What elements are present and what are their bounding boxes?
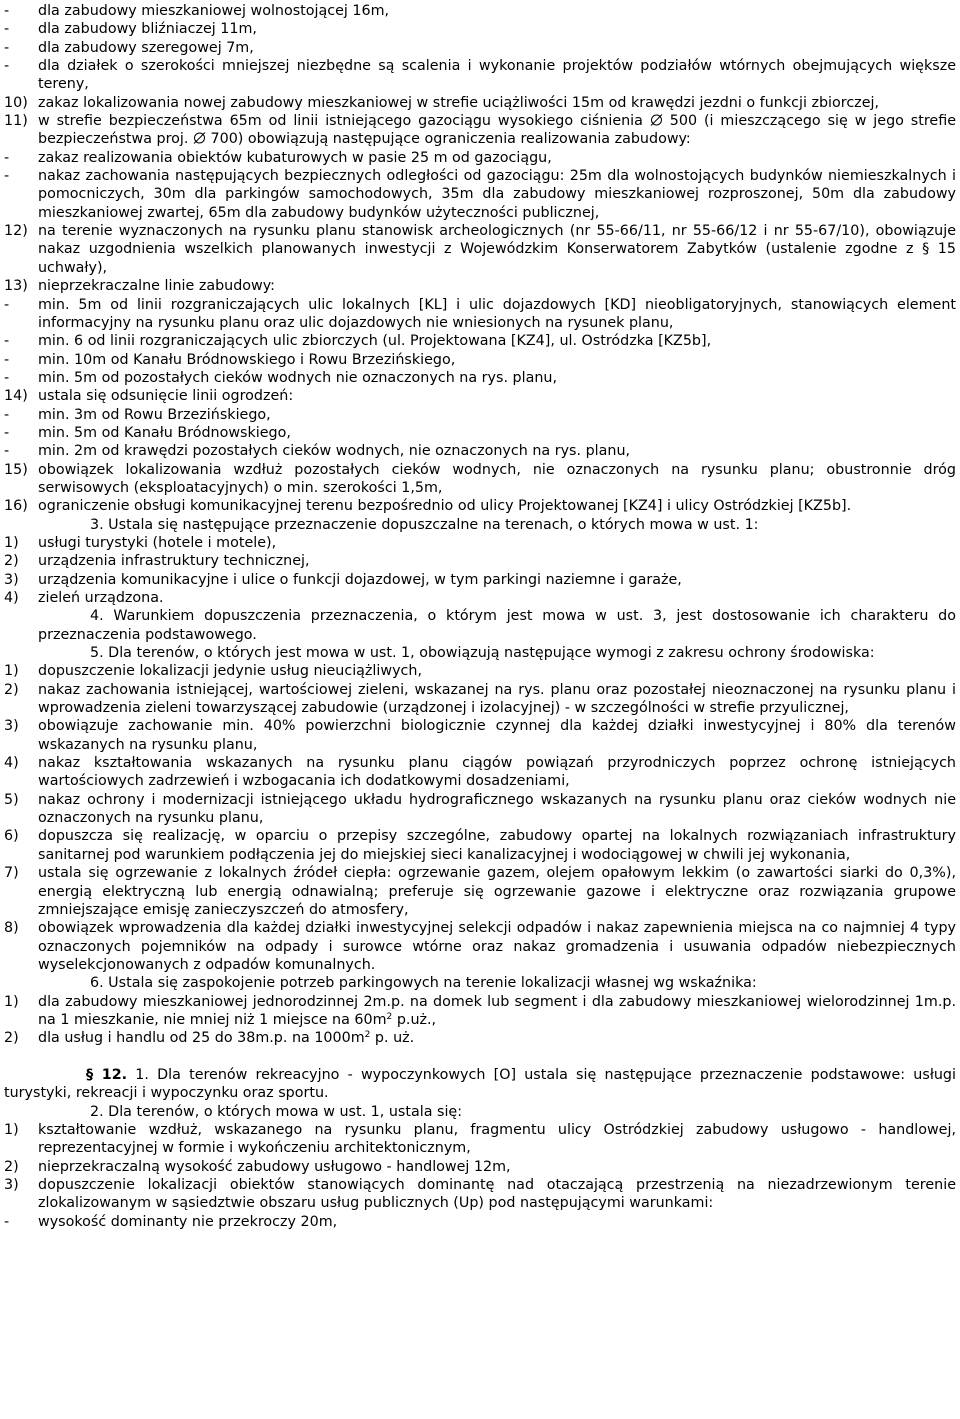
list-item-text: nakaz ochrony i modernizacji istniejącego układu hydrograficznego wskazanych na rysunku planu oraz cieków wodnych nie oznaczonych na rysunku planu, bbox=[38, 791, 956, 827]
paragraph-text: 1. Dla terenów rekreacyjno - wypoczynkowych [O] ustala się następujące przeznaczenie podstawowe: usługi turystyki, rekreacji i wypoczynku oraz sportu. bbox=[4, 1066, 956, 1102]
list-item-text: ustala się ogrzewanie z lokalnych źródeł ciepła: ogrzewanie gazem, olejem opałowym lekkim (o zawartości siarki do 0,3%), energią elektryczną lub energią odnawialną; preferuje się ogrzewanie gazowe i elektryczne oraz rozwiązania grupowe zmniejszające emisję zanieczyszczeń do atmosfery, bbox=[38, 865, 956, 918]
list-item bbox=[4, 1029, 956, 1047]
list-item bbox=[4, 424, 956, 442]
list-marker: 3) bbox=[4, 718, 19, 735]
list-marker: 13) bbox=[4, 278, 28, 295]
list-item-text: dla zabudowy mieszkaniowej wolnostojącej 16m, bbox=[38, 3, 390, 19]
list-item-text: usługi turystyki (hotele i motele), bbox=[38, 534, 277, 551]
list-item bbox=[4, 461, 956, 498]
list-item-text: urządzenia infrastruktury technicznej, bbox=[38, 553, 310, 570]
list-item bbox=[4, 39, 956, 57]
list-item-text: 700) obowiązują następujące ograniczenia realizowania zabudowy: bbox=[210, 131, 691, 148]
section-paragraph bbox=[4, 1066, 956, 1103]
list-marker: 4) bbox=[4, 755, 19, 772]
list-marker: 2) bbox=[4, 1030, 19, 1047]
list-item-text: zakaz realizowania obiektów kubaturowych w pasie 25 m od gazociągu, bbox=[38, 149, 552, 166]
list-item-text: dla zabudowy szeregowej 7m, bbox=[38, 39, 254, 56]
list-marker: - bbox=[4, 1213, 10, 1230]
list-marker: - bbox=[4, 443, 10, 460]
list-item-text: urządzenia komunikacyjne i ulice o funkcji dojazdowej, w tym parkingi naziemne i garaże, bbox=[38, 571, 682, 588]
list-item-text: na terenie wyznaczonych na rysunku planu stanowisk archeologicznych (nr 55-66/11, nr 55-66/12 i nr 55-67/10), obowiązuje nakaz uzgodnienia wszelkich planowanych inwestycji z Wojewódzkim Konserwatorem Zabytków (ustalenie zgodne z § 15 uchwały), bbox=[38, 223, 956, 276]
diameter-symbol-icon bbox=[650, 114, 663, 126]
list-item bbox=[4, 296, 956, 333]
list-marker: 12) bbox=[4, 223, 28, 240]
list-item bbox=[4, 864, 956, 919]
list-marker: - bbox=[4, 168, 10, 185]
list-marker: 4) bbox=[4, 590, 19, 606]
list-item-text: min. 5m od Kanału Bródnowskiego, bbox=[38, 424, 291, 441]
list-marker: - bbox=[4, 351, 10, 368]
list-item-text: dopuszcza się realizację, w oparciu o przepisy szczególne, zabudowy opartej na lokalnych rozwiązaniach infrastruktury sanitarnej pod warunkiem podłączenia jej do miejskiej sieci kanalizacyjnej i wodociągowej w chwili jej wykonania, bbox=[38, 828, 956, 863]
list-marker: 10) bbox=[4, 94, 28, 111]
list-item bbox=[4, 534, 956, 552]
list-item-text: nieprzekraczalną wysokość zabudowy usługowo - handlowej 12m, bbox=[38, 1158, 511, 1175]
list-item bbox=[4, 754, 956, 791]
list-item-text: dla zabudowy bliźniaczej 11m, bbox=[38, 21, 257, 38]
list-marker: - bbox=[4, 149, 10, 166]
list-marker: 1) bbox=[4, 1121, 19, 1138]
superscript: 2 bbox=[386, 1011, 393, 1022]
list-item bbox=[4, 112, 956, 149]
list-item-text: dopuszczenie lokalizacji jedynie usług nieuciążliwych, bbox=[38, 663, 422, 680]
list-marker: 5) bbox=[4, 791, 19, 808]
list-item bbox=[4, 1158, 956, 1176]
list-item bbox=[4, 681, 956, 718]
list-item bbox=[4, 149, 956, 167]
list-marker: 6) bbox=[4, 828, 19, 845]
paragraph: 4. Warunkiem dopuszczenia przeznaczenia, o którym jest mowa w ust. 3, jest dostosowanie ich charakteru do przeznaczenia podstawowego. bbox=[38, 608, 956, 643]
list-marker: 1) bbox=[4, 663, 19, 680]
list-item bbox=[4, 222, 956, 277]
list-item bbox=[4, 1213, 956, 1231]
list-item-text: obowiązuje zachowanie min. 40% powierzchni biologicznie czynnej dla każdej działki inwestycyjnej i 80% dla terenów wskazanych na rysunku planu, bbox=[38, 718, 956, 753]
list-item-text: nakaz kształtowania wskazanych na rysunku planu ciągów powiązań przyrodniczych poprzez ochronę istniejących wartościowych zadrzewień i wzbogacania ich dodatkowymi dosadzeniami, bbox=[38, 755, 956, 790]
list-marker: 2) bbox=[4, 1158, 19, 1175]
list-item-text: dla działek o szerokości mniejszej niezbędne są scalenia i wykonanie projektów podziałów wtórnych obejmujących większe tereny, bbox=[38, 58, 956, 93]
list-marker: - bbox=[4, 39, 10, 56]
list-marker: - bbox=[4, 21, 10, 38]
list-item bbox=[4, 351, 956, 369]
list-item-text: dla zabudowy mieszkaniowej jednorodzinnej 2m.p. na domek lub segment i dla zabudowy mieszkaniowej wielorodzinnej 1m.p. na 1 mieszkanie, nie mniej niż 1 miejsce na 60m bbox=[38, 993, 956, 1028]
paragraph: 6. Ustala się zaspokojenie potrzeb parkingowych na terenie lokalizacji własnej wg wskaźnika: bbox=[90, 975, 757, 992]
list-item-text: kształtowanie wzdłuż, wskazanego na rysunku planu, fragmentu ulicy Ostródzkiej zabudowy usługowo - handlowej, reprezentacyjnej w formie i wykończeniu architektonicznym, bbox=[38, 1121, 956, 1157]
list-item bbox=[4, 1176, 956, 1213]
list-item-text: dopuszczenie lokalizacji obiektów stanowiących dominantę nad otaczającą przestrzenią na niezadrzewionym terenie zlokalizowanym w sąsiedztwie obszaru usług publicznych (Up) pod następującymi warunkami: bbox=[38, 1177, 956, 1212]
list-item bbox=[4, 387, 956, 405]
list-item-text: nakaz zachowania następujących bezpiecznych odległości od gazociągu: 25m dla wolnostojących budynków niemieszkalnych i pomocniczych, 30m dla parkingów samochodowych, 35m dla zabudowy mieszkaniowej rozproszonej, 50m dla zabudowy mieszkaniowej zwartej, 65m dla zabudowy budynków użyteczności publicznej, bbox=[38, 168, 956, 221]
section-number: § 12. bbox=[86, 1066, 128, 1083]
list-item bbox=[4, 1121, 956, 1158]
list-marker: 7) bbox=[4, 865, 19, 882]
blank-line bbox=[4, 1048, 956, 1066]
list-item bbox=[4, 497, 956, 515]
list-marker: - bbox=[4, 296, 10, 313]
list-marker: - bbox=[4, 406, 10, 423]
list-item bbox=[4, 2, 956, 20]
list-item bbox=[4, 589, 956, 607]
list-item-text: dla usług i handlu od 25 do 38m.p. na 1000m bbox=[38, 1030, 365, 1047]
list-item-text: ograniczenie obsługi komunikacyjnej terenu bezpośrednio od ulicy Projektowanej [KZ4] i ulicy Ostródzkiej [KZ5b]. bbox=[38, 498, 852, 515]
list-marker: 2) bbox=[4, 681, 19, 698]
list-marker: - bbox=[4, 424, 10, 441]
list-item-text: min. 5m od linii rozgraniczających ulic lokalnych [KL] i ulic dojazdowych [KD] nieobligatoryjnych, stanowiących element informacyjny na rysunku planu oraz ulic dojazdowych nie wniesionych na rysunek planu, bbox=[38, 296, 956, 331]
list-item bbox=[4, 369, 956, 387]
list-item bbox=[4, 571, 956, 589]
list-item bbox=[4, 94, 956, 112]
list-item-text: min. 6 od linii rozgraniczających ulic zbiorczych (ul. Projektowana [KZ4], ul. Ostródzka [KZ5b], bbox=[38, 333, 712, 350]
diameter-symbol-icon bbox=[193, 132, 206, 144]
list-marker: 8) bbox=[4, 920, 19, 937]
list-marker: 1) bbox=[4, 993, 19, 1010]
list-item-text: min. 5m od pozostałych cieków wodnych nie oznaczonych na rys. planu, bbox=[38, 369, 558, 386]
list-marker: - bbox=[4, 3, 10, 19]
list-item-text: ustala się odsunięcie linii ogrodzeń: bbox=[38, 388, 294, 405]
list-marker: 3) bbox=[4, 1177, 19, 1193]
list-item bbox=[4, 662, 956, 680]
list-marker: - bbox=[4, 58, 10, 75]
list-marker: 15) bbox=[4, 461, 28, 478]
list-item bbox=[4, 406, 956, 424]
paragraph: 2. Dla terenów, o których mowa w ust. 1, ustala się: bbox=[90, 1103, 463, 1120]
list-item bbox=[4, 791, 956, 828]
list-item bbox=[4, 20, 956, 38]
list-marker: 14) bbox=[4, 388, 28, 405]
list-item-text: zieleń urządzona. bbox=[38, 590, 164, 606]
list-item bbox=[4, 552, 956, 570]
list-item-text: wysokość dominanty nie przekroczy 20m, bbox=[38, 1213, 338, 1230]
list-marker: - bbox=[4, 333, 10, 350]
list-item-text: 500 (i mieszczącego się w jego strefie bezpieczeństwa proj. bbox=[38, 113, 957, 148]
superscript: 2 bbox=[364, 1030, 371, 1041]
list-item-text: p. uż. bbox=[370, 1030, 415, 1047]
list-marker: 16) bbox=[4, 498, 28, 515]
list-item-text: min. 2m od krawędzi pozostałych cieków wodnych, nie oznaczonych na rys. planu, bbox=[38, 443, 631, 460]
list-marker: 11) bbox=[4, 113, 28, 130]
list-marker: 1) bbox=[4, 534, 19, 551]
list-item-text: min. 10m od Kanału Bródnowskiego i Rowu Brzezińskiego, bbox=[38, 351, 456, 368]
list-item bbox=[4, 277, 956, 295]
list-item-text: nieprzekraczalne linie zabudowy: bbox=[38, 278, 275, 295]
paragraph: 3. Ustala się następujące przeznaczenie dopuszczalne na terenach, o których mowa w ust. 1: bbox=[90, 516, 759, 533]
list-item-text: obowiązek lokalizowania wzdłuż pozostałych cieków wodnych, nie oznaczonych na rysunku planu; obustronnie dróg serwisowych (eksploatacyjnych) o min. szerokości 1,5m, bbox=[38, 461, 956, 496]
list-marker: 3) bbox=[4, 571, 19, 588]
list-item-text: nakaz zachowania istniejącej, wartościowej zieleni, wskazanej na rys. planu oraz pozostałej nieoznaczonej na rysunku planu i wprowadzenia zieleni towarzyszącej zabudowie (urządzonej i izolacyjnej) - w szczególności w strefie przyulicznej, bbox=[38, 681, 956, 717]
list-item bbox=[4, 57, 956, 94]
list-item bbox=[4, 993, 956, 1030]
list-item-text: zakaz lokalizowania nowej zabudowy mieszkaniowej w strefie uciążliwości 15m od krawędzi jezdni o funkcji zbiorczej, bbox=[38, 94, 880, 111]
list-marker: - bbox=[4, 369, 10, 386]
list-item bbox=[4, 717, 956, 754]
list-item bbox=[4, 919, 956, 974]
list-marker: 2) bbox=[4, 553, 19, 570]
list-item-text: p.uż., bbox=[392, 1011, 437, 1028]
list-item-text: w strefie bezpieczeństwa 65m od linii istniejącego gazociągu wysokiego ciśnienia bbox=[38, 113, 643, 130]
list-item-text: min. 3m od Rowu Brzezińskiego, bbox=[38, 406, 271, 423]
list-item bbox=[4, 442, 956, 460]
list-item bbox=[4, 827, 956, 864]
list-item bbox=[4, 332, 956, 350]
paragraph: 5. Dla terenów, o których jest mowa w ust. 1, obowiązują następujące wymogi z zakresu ochrony środowiska: bbox=[90, 645, 875, 662]
list-item bbox=[4, 167, 956, 222]
list-item-text: obowiązek wprowadzenia dla każdej działki inwestycyjnej selekcji odpadów i nakaz zapewnienia miejsca na co najmniej 4 typy oznaczonych pojemników na odpady i surowce wtórne oraz nakaz gromadzenia i usuwania odpadów niebezpiecznych wyselekcjonowanych z odpadów komunalnych. bbox=[38, 920, 956, 973]
